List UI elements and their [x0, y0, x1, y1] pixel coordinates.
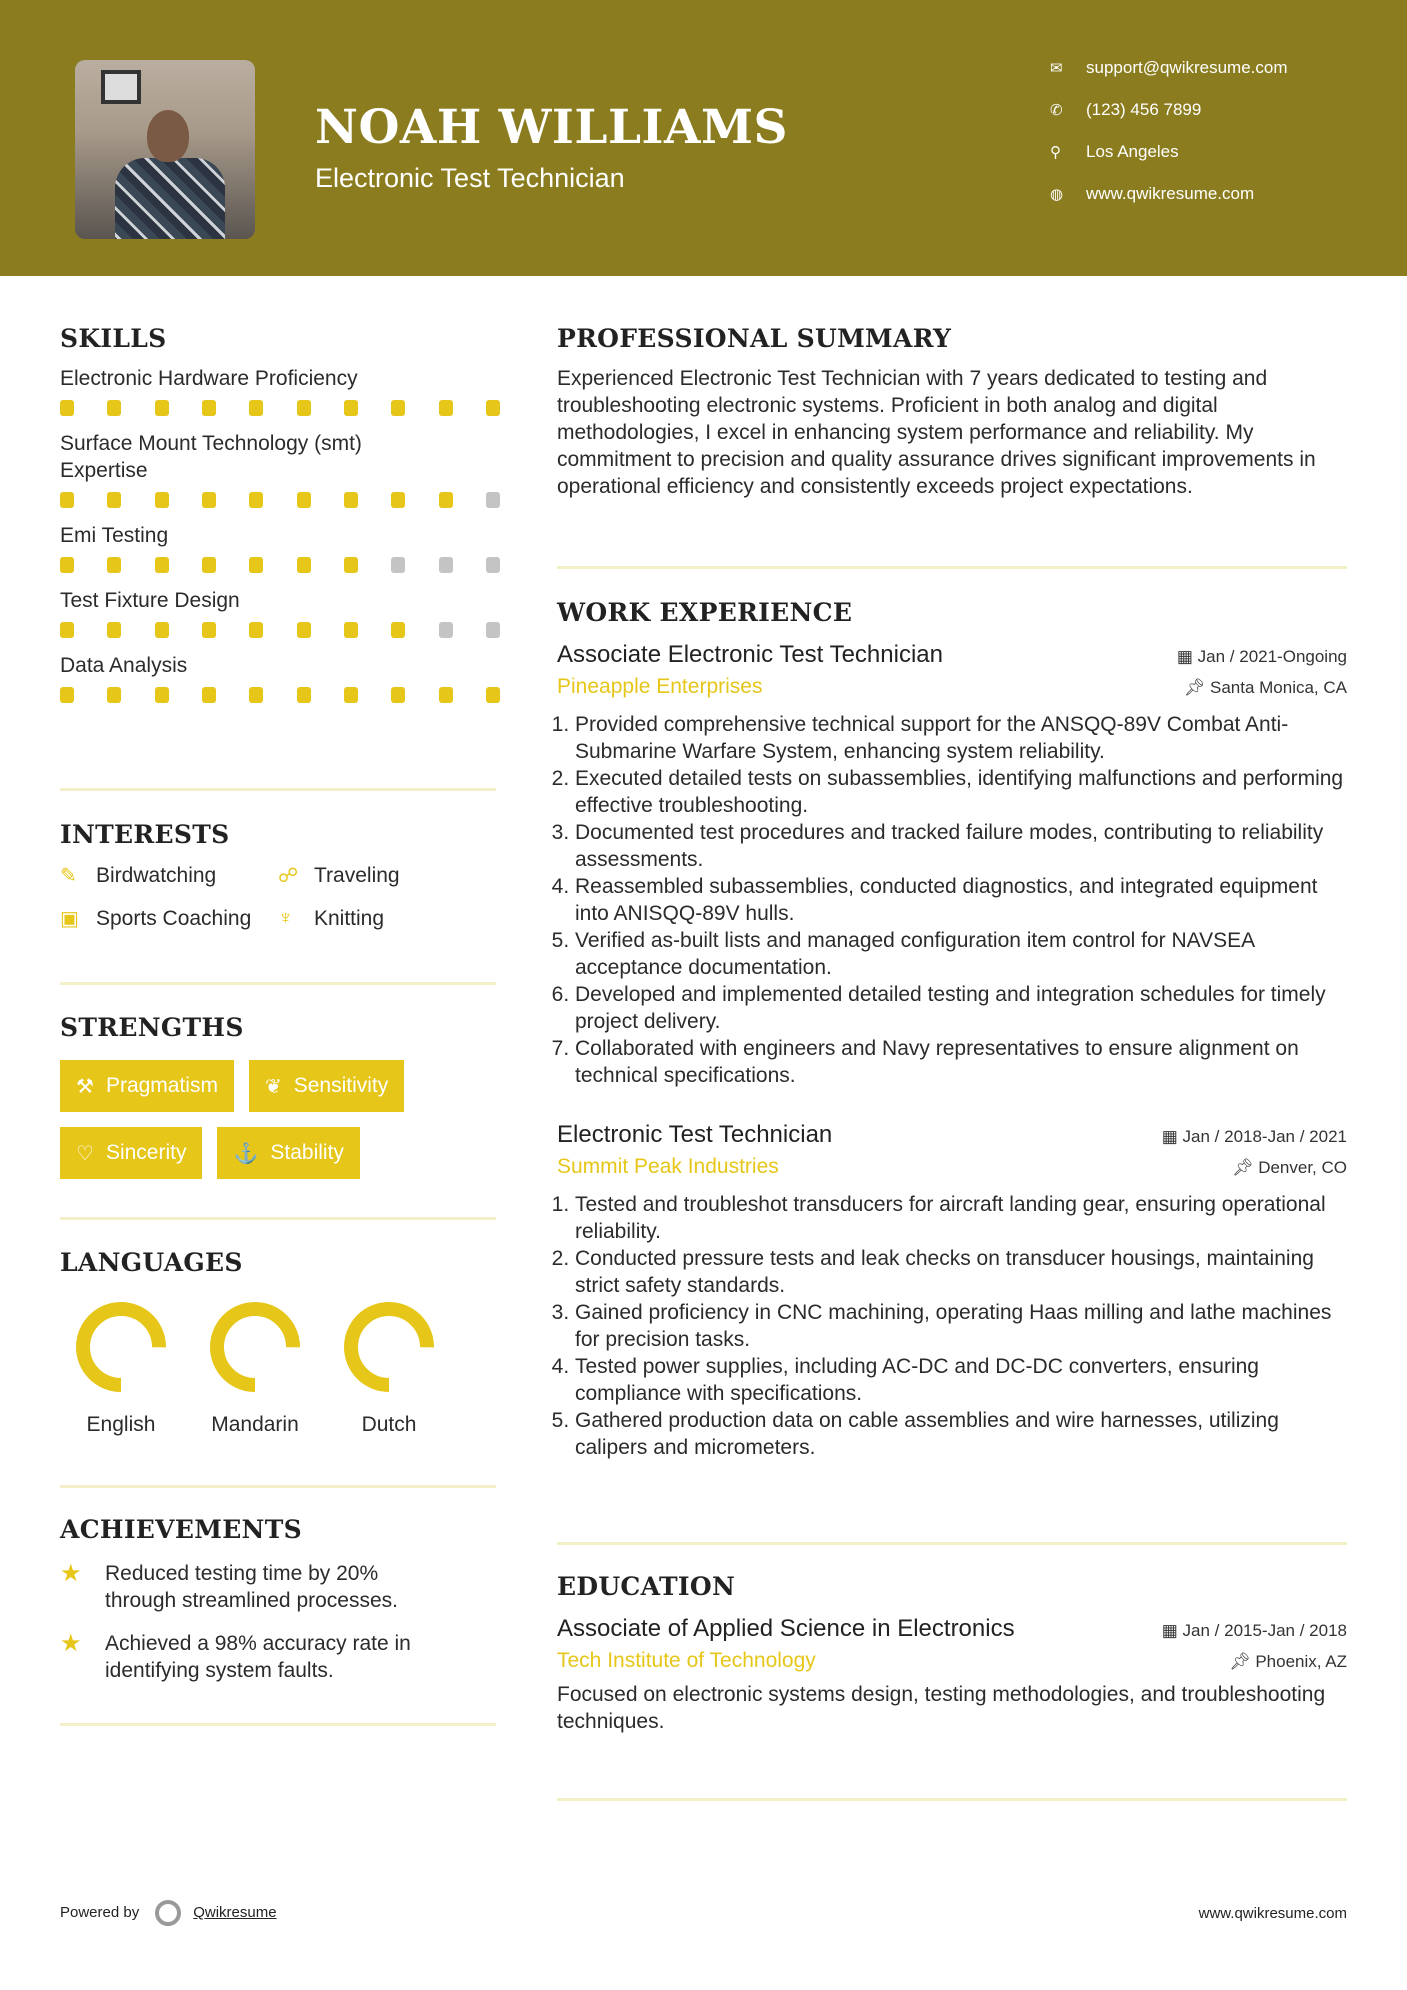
edit-icon: ✎ — [60, 865, 77, 887]
job-bullet: 6. Developed and implemented detailed testing and integration schedules for timely project delivery. — [575, 981, 1347, 1035]
job-bullets — [557, 711, 1347, 1089]
section-heading: STRENGTHS — [60, 1013, 244, 1042]
rating-dot-empty — [486, 492, 500, 508]
language-level-ring — [341, 1299, 437, 1395]
strength-label: Sensitivity — [293, 1074, 389, 1097]
rating-dot-filled — [107, 622, 121, 638]
job-bullet: 5. Verified as-built lists and managed configuration item control for NAVSEA acceptance documentation. — [575, 927, 1347, 981]
globe-icon: ◍ — [1050, 186, 1064, 203]
skill-item — [60, 365, 496, 416]
brand-link[interactable]: Qwikresume — [193, 1903, 277, 1921]
heart-icon: ♡ — [76, 1142, 94, 1165]
degree-title: Associate of Applied Science in Electronics — [557, 1615, 1015, 1642]
section-heading: SKILLS — [60, 324, 167, 353]
interest-label: Birdwatching — [96, 863, 217, 887]
language-label: Dutch — [361, 1413, 417, 1436]
interest-item — [60, 906, 278, 931]
job-dates — [1177, 647, 1347, 667]
star-icon: ★ — [60, 1630, 82, 1657]
pin-icon: 📌︎ — [1231, 1158, 1259, 1177]
language-level-ring — [73, 1299, 169, 1395]
qwikresume-logo-icon — [155, 1900, 181, 1926]
skill-rating — [60, 687, 500, 703]
rating-dot-filled — [60, 557, 74, 573]
candidate-name: NOAH WILLIAMS — [315, 100, 788, 155]
job-dates — [1162, 1127, 1347, 1147]
job-bullet: 7. Collaborated with engineers and Navy representatives to ensure alignment on technical specifications. — [575, 1035, 1347, 1089]
job-entry — [557, 641, 1347, 1089]
rating-dot-filled — [107, 492, 121, 508]
pin-icon: 📌︎ — [1229, 1652, 1256, 1671]
rating-dot-empty — [439, 622, 453, 638]
interest-item — [278, 863, 478, 888]
summary-text: Experienced Electronic Test Technician with 7 years dedicated to testing and troubleshooting electronic systems. Proficient in both analog and digital methodologies, I excel in enhancing system performance and reliability. My commitment to precision and quality assurance drives significant improvements in operational efficiency and consistently exceeds project expectations. — [557, 367, 1316, 498]
divider — [60, 1723, 496, 1726]
rating-dot-filled — [439, 687, 453, 703]
dates-text: Jan / 2021-Ongoing — [1197, 647, 1347, 666]
language-level-ring — [207, 1299, 303, 1395]
achievement-item — [60, 1560, 496, 1614]
interests-section — [60, 820, 496, 931]
strength-badge — [249, 1060, 404, 1112]
rating-dot-filled — [155, 557, 169, 573]
job-title: Associate Electronic Test Technician — [557, 641, 943, 668]
rating-dot-filled — [155, 687, 169, 703]
company-name: Summit Peak Industries — [557, 1155, 779, 1178]
skill-item — [60, 587, 496, 638]
job-bullet: 3. Gained proficiency in CNC machining, operating Haas milling and lathe machines for precision tasks. — [575, 1299, 1347, 1353]
location-text: Denver, CO — [1258, 1158, 1347, 1177]
rating-dot-filled — [202, 622, 216, 638]
rating-dot-filled — [202, 400, 216, 416]
job-bullet: 5. Gathered production data on cable assemblies and wire harnesses, utilizing calipers and micrometers. — [575, 1407, 1347, 1461]
rating-dot-filled — [439, 492, 453, 508]
skill-label: Test Fixture Design — [60, 589, 240, 612]
section-heading: EDUCATION — [557, 1572, 736, 1601]
calendar-icon: ▦ — [1176, 647, 1198, 666]
rating-dot-filled — [249, 557, 263, 573]
rating-dot-filled — [297, 622, 311, 638]
powered-by-text: Powered by — [60, 1903, 140, 1921]
contact-text: Los Angeles — [1086, 142, 1179, 161]
achievement-text: Achieved a 98% accuracy rate in identifying system faults. — [105, 1632, 411, 1682]
divider — [557, 1542, 1347, 1545]
location-text: Phoenix, AZ — [1255, 1652, 1347, 1671]
gavel-icon: ⚒ — [76, 1075, 94, 1098]
job-bullet: 4. Tested power supplies, including AC-DC and DC-DC converters, ensuring compliance with specifications. — [575, 1353, 1347, 1407]
language-label: English — [86, 1413, 156, 1436]
map-pin-icon: ⚲ — [1050, 144, 1061, 161]
skill-rating — [60, 400, 500, 416]
rating-dot-filled — [439, 400, 453, 416]
rating-dot-filled — [297, 687, 311, 703]
rating-dot-filled — [60, 622, 74, 638]
job-bullet: 2. Conducted pressure tests and leak checks on transducer housings, maintaining strict safety standards. — [575, 1245, 1347, 1299]
achievement-item — [60, 1630, 496, 1684]
job-bullet: 4. Reassembled subassemblies, conducted diagnostics, and integrated equipment into ANISQQ-89V hulls. — [575, 873, 1347, 927]
candidate-title: Electronic Test Technician — [315, 163, 625, 193]
interest-label: Sports Coaching — [96, 906, 252, 930]
rating-dot-filled — [391, 687, 405, 703]
job-title: Electronic Test Technician — [557, 1121, 833, 1148]
suitcase-icon: ▣ — [60, 908, 79, 930]
company-name: Pineapple Enterprises — [557, 675, 763, 698]
strength-badge — [60, 1127, 202, 1179]
strength-badge — [60, 1060, 234, 1112]
strengths-section — [60, 1013, 496, 1179]
dates-text: Jan / 2015-Jan / 2018 — [1182, 1621, 1347, 1640]
rating-dot-filled — [391, 400, 405, 416]
achievement-text: Reduced testing time by 20% through streamlined processes. — [105, 1562, 398, 1612]
rating-dot-filled — [297, 492, 311, 508]
job-bullet: 2. Executed detailed tests on subassemblies, identifying malfunctions and performing effective troubleshooting. — [575, 765, 1347, 819]
rating-dot-filled — [486, 687, 500, 703]
rating-dot-filled — [344, 687, 358, 703]
rating-dot-filled — [155, 492, 169, 508]
job-bullet: 3. Documented test procedures and tracked failure modes, contributing to reliability assessments. — [575, 819, 1347, 873]
location-text: Santa Monica, CA — [1209, 678, 1347, 697]
language-label: Mandarin — [211, 1413, 299, 1436]
language-item — [182, 1299, 328, 1437]
contact-text: support@qwikresume.com — [1086, 58, 1288, 77]
rating-dot-filled — [344, 622, 358, 638]
job-bullet: 1. Provided comprehensive technical support for the ANSQQ-89V Combat Anti-Submarine Warfare System, enhancing system reliability. — [575, 711, 1347, 765]
summary-section — [557, 324, 1347, 500]
divider — [557, 566, 1347, 569]
footer-website[interactable]: www.qwikresume.com — [1198, 1904, 1347, 1922]
rating-dot-empty — [439, 557, 453, 573]
language-level-arc — [217, 1309, 293, 1385]
skill-label: Surface Mount Technology (smt) Expertise — [60, 432, 362, 482]
section-heading: LANGUAGES — [60, 1248, 243, 1277]
strength-label: Pragmatism — [105, 1074, 218, 1097]
rating-dot-filled — [344, 492, 358, 508]
contact-phone — [1050, 100, 1201, 120]
language-item — [48, 1299, 194, 1437]
rating-dot-filled — [60, 687, 74, 703]
contact-website[interactable] — [1050, 184, 1254, 204]
divider — [60, 1217, 496, 1220]
education-section — [557, 1572, 1347, 1735]
rating-dot-filled — [202, 687, 216, 703]
section-heading: ACHIEVEMENTS — [60, 1515, 302, 1544]
rating-dot-filled — [391, 492, 405, 508]
education-description: Focused on electronic systems design, testing methodologies, and troubleshooting techniques. — [557, 1683, 1326, 1733]
header — [0, 0, 1407, 276]
anchor-icon: ⚓ — [233, 1142, 259, 1165]
trophy-icon: ♆ — [278, 907, 293, 929]
skill-item — [60, 652, 496, 703]
skill-item — [60, 430, 496, 508]
envelope-icon: ✉ — [1050, 60, 1063, 77]
divider — [60, 982, 496, 985]
interest-item — [278, 906, 478, 931]
binoculars-icon: ☍ — [278, 865, 299, 887]
education-location — [1229, 1652, 1347, 1672]
star-icon: ★ — [60, 1560, 82, 1587]
interest-label: Traveling — [314, 863, 400, 887]
phone-icon: ✆ — [1050, 102, 1063, 119]
job-location — [1184, 678, 1347, 698]
rating-dot-filled — [249, 492, 263, 508]
leaf-icon: ❦ — [264, 1075, 282, 1098]
rating-dot-filled — [249, 687, 263, 703]
divider — [60, 1485, 496, 1488]
contact-email[interactable] — [1050, 58, 1288, 78]
rating-dot-empty — [486, 622, 500, 638]
rating-dot-filled — [297, 400, 311, 416]
language-item — [316, 1299, 462, 1437]
rating-dot-filled — [486, 400, 500, 416]
contact-location — [1050, 142, 1179, 162]
rating-dot-filled — [60, 400, 74, 416]
section-heading: INTERESTS — [60, 820, 230, 849]
language-level-arc — [351, 1309, 427, 1385]
language-level-arc — [83, 1309, 159, 1385]
rating-dot-filled — [249, 400, 263, 416]
contact-text: (123) 456 7899 — [1086, 100, 1202, 119]
dates-text: Jan / 2018-Jan / 2021 — [1182, 1127, 1347, 1146]
section-heading: PROFESSIONAL SUMMARY — [557, 324, 952, 353]
skill-rating — [60, 622, 500, 638]
rating-dot-filled — [107, 687, 121, 703]
rating-dot-filled — [202, 492, 216, 508]
rating-dot-filled — [107, 557, 121, 573]
interest-label: Knitting — [314, 906, 385, 930]
strength-label: Sincerity — [105, 1141, 187, 1164]
profile-photo — [75, 60, 255, 239]
rating-dot-filled — [155, 400, 169, 416]
rating-dot-filled — [391, 622, 405, 638]
rating-dot-empty — [391, 557, 405, 573]
pin-icon: 📌︎ — [1183, 678, 1210, 697]
strength-badge — [217, 1127, 359, 1179]
education-dates — [1162, 1621, 1347, 1641]
job-location — [1232, 1158, 1347, 1178]
rating-dot-empty — [486, 557, 500, 573]
languages-section — [60, 1248, 496, 1437]
strength-label: Stability — [270, 1141, 344, 1164]
rating-dot-filled — [344, 400, 358, 416]
rating-dot-filled — [155, 622, 169, 638]
experience-section — [557, 598, 1347, 1461]
rating-dot-filled — [297, 557, 311, 573]
school-name: Tech Institute of Technology — [557, 1649, 816, 1672]
job-bullets — [557, 1191, 1347, 1461]
skill-label: Emi Testing — [60, 524, 169, 547]
interest-item — [60, 863, 278, 888]
contact-text: www.qwikresume.com — [1086, 184, 1255, 203]
skill-rating — [60, 492, 500, 508]
calendar-icon: ▦ — [1161, 1621, 1183, 1640]
skills-section — [60, 324, 496, 717]
skill-rating — [60, 557, 500, 573]
calendar-icon: ▦ — [1161, 1127, 1183, 1146]
skill-label: Data Analysis — [60, 654, 188, 677]
job-entry — [557, 1121, 1347, 1461]
skill-item — [60, 522, 496, 573]
rating-dot-filled — [344, 557, 358, 573]
achievements-section — [60, 1515, 496, 1684]
rating-dot-filled — [202, 557, 216, 573]
divider — [60, 788, 496, 791]
skill-label: Electronic Hardware Proficiency — [60, 367, 358, 390]
job-bullet: 1. Tested and troubleshot transducers for aircraft landing gear, ensuring operational reliability. — [575, 1191, 1347, 1245]
footer — [60, 1900, 1347, 1926]
rating-dot-filled — [60, 492, 74, 508]
section-heading: WORK EXPERIENCE — [557, 598, 853, 627]
rating-dot-filled — [107, 400, 121, 416]
rating-dot-filled — [249, 622, 263, 638]
divider — [557, 1798, 1347, 1801]
